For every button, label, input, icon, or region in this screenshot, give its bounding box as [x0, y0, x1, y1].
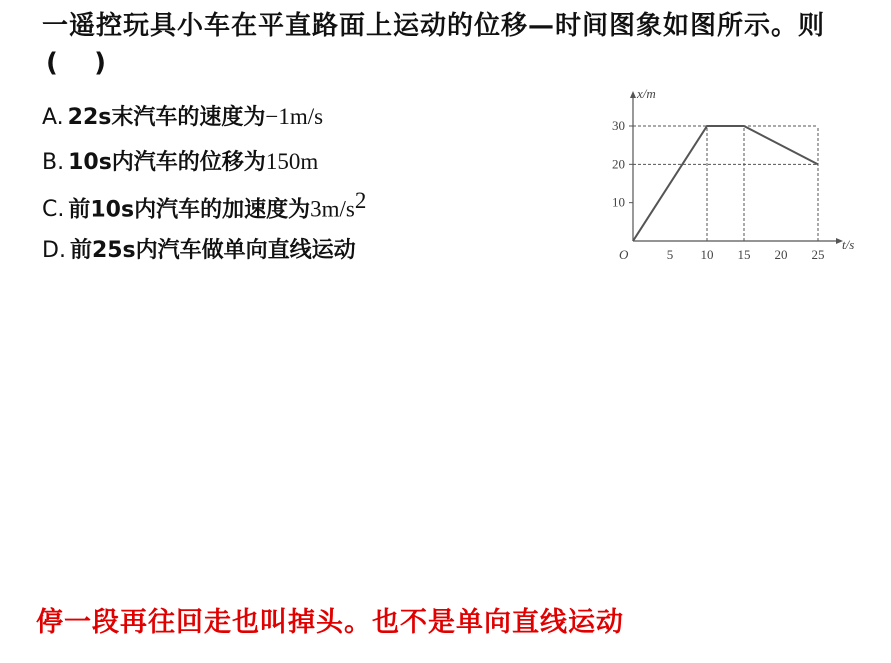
position-line	[633, 126, 818, 241]
position-time-graph	[596, 86, 866, 266]
y-axis-label: x/m	[637, 86, 656, 101]
question-title: 一遥控玩具小车在平直路面上运动的位移—时间图象如图所示。则	[42, 11, 826, 41]
option-c-sup: 2	[354, 188, 367, 213]
teacher-note: 停一段再往回走也叫掉头。也不是单向直线运动	[36, 607, 624, 638]
option-a[interactable]	[42, 100, 323, 131]
option-d-letter: D.	[42, 238, 66, 263]
x-tick-label-25: 25	[811, 247, 825, 262]
option-a-math: −1m/s	[265, 104, 324, 129]
option-c-text: 前10s内汽车的加速度为	[68, 197, 311, 223]
x-axis-label: t/s	[842, 237, 855, 252]
option-b[interactable]	[42, 145, 318, 176]
y-tick-label-20: 20	[612, 156, 625, 172]
x-tick-label-5: 5	[666, 247, 674, 262]
option-d-text: 前25s内汽车做单向直线运动	[69, 238, 356, 263]
option-a-letter: A.	[42, 105, 64, 130]
option-c[interactable]	[42, 188, 366, 223]
x-tick-label-15: 15	[737, 247, 751, 262]
x-tick-label-10: 10	[700, 247, 714, 262]
option-c-math: 3m/s	[310, 196, 355, 222]
origin-label: O	[619, 247, 629, 262]
option-b-text: 10s内汽车的位移为	[68, 150, 266, 175]
option-d[interactable]	[42, 233, 356, 264]
y-tick-label-10: 10	[612, 194, 625, 210]
option-b-math: 150m	[265, 149, 319, 174]
option-b-letter: B.	[42, 150, 65, 175]
option-c-letter: C.	[42, 197, 65, 223]
x-tick-label-20: 20	[774, 247, 788, 262]
y-axis-arrow	[630, 91, 636, 98]
option-a-text: 22s末汽车的速度为	[67, 105, 266, 130]
y-tick-label-30: 30	[612, 118, 625, 133]
answer-parentheses: ( )	[46, 48, 106, 78]
